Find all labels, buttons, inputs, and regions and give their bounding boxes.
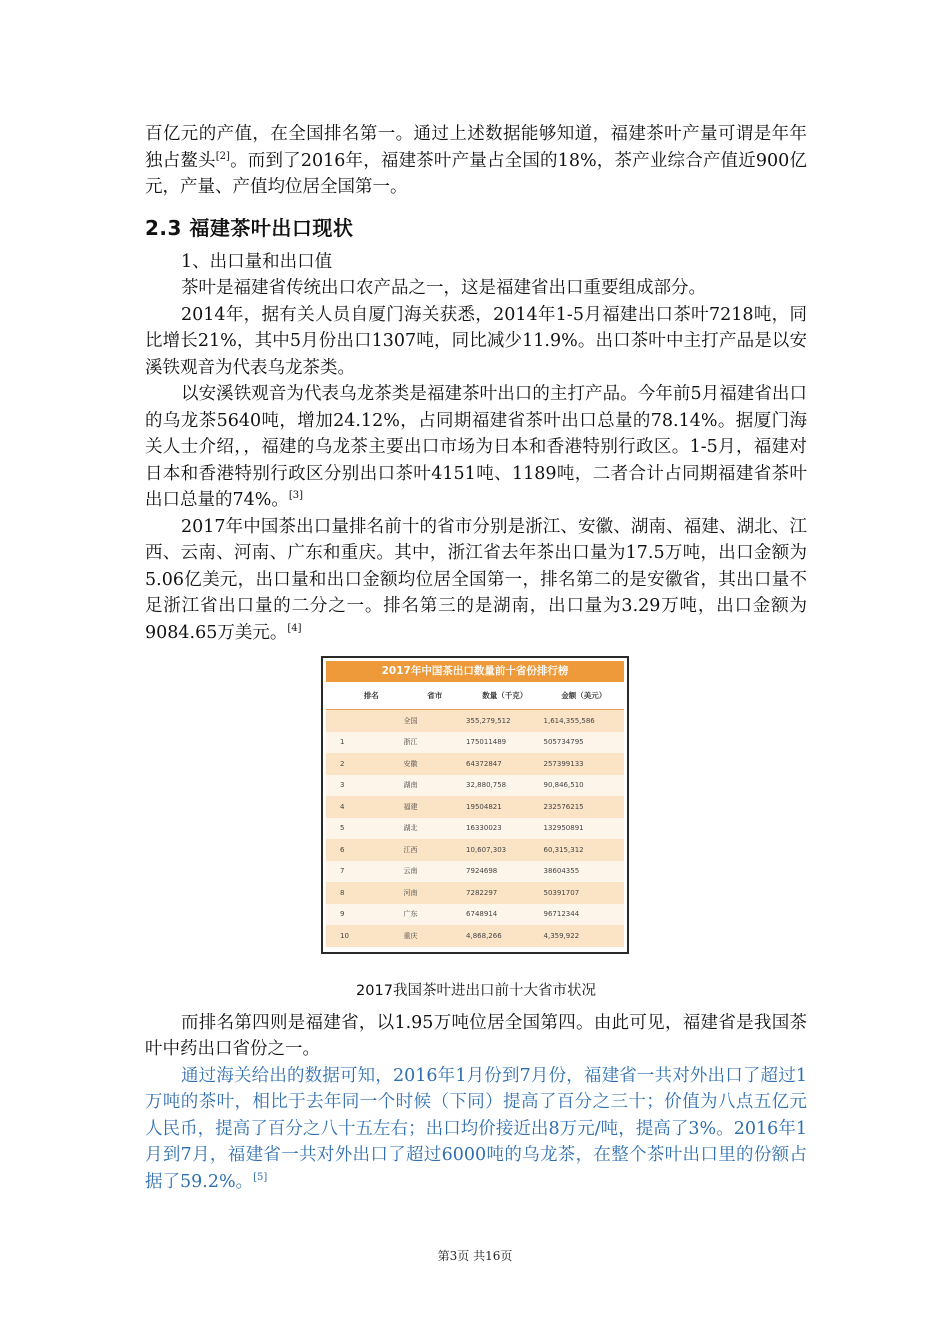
paragraph-2: 2014年，据有关人员自厦门海关获悉，2014年1-5月福建出口茶叶7218吨，同比增长21%，其中5月份出口1307吨，同比减少11.9%。出口茶叶中主打产品是以安溪铁观音为代表乌龙茶类。 <box>145 304 807 378</box>
table-cell: 3 <box>326 775 403 797</box>
table-cell: 江西 <box>403 839 466 861</box>
table-cell: 90,846,510 <box>544 775 624 797</box>
table-body <box>326 710 624 947</box>
citation-4[interactable]: [4] <box>287 622 302 634</box>
table-cell: 9 <box>326 904 403 926</box>
table-cell: 38604355 <box>544 861 624 883</box>
table-cell: 16330023 <box>466 818 543 840</box>
table-cell: 7924698 <box>466 861 543 883</box>
table-row <box>326 753 624 775</box>
table-cell: 湖南 <box>403 775 466 797</box>
table-cell: 重庆 <box>403 925 466 947</box>
table-cell: 257399133 <box>544 753 624 775</box>
paragraph-3: 以安溪铁观音为代表乌龙茶类是福建茶叶出口的主打产品。今年前5月福建省出口的乌龙茶5640吨，增加24.12%，占同期福建省茶叶出口总量的78.14%。据厦门海关人士介绍，，福建的乌龙茶主要出口市场为日本和香港特别行政区。1-5月，福建对日本和香港特别行政区分别出口茶叶4151吨、1189吨，二者合计占同期福建省茶叶出口总量的74%。[3] <box>145 384 807 510</box>
table-row <box>326 861 624 883</box>
document-page <box>145 121 807 1195</box>
table-cell: 7 <box>326 861 403 883</box>
paragraph-6: 通过海关给出的数据可知，2016年1月份到7月份，福建省一共对外出口了超过1万吨的茶叶，相比于去年同一个时候（下同）提高了百分之三十；价值为八点五亿元人民币，提高了百分之八十五左右；出口均价接近出8万元/吨，提高了3%。2016年1月到7月，福建省一共对外出口了超过6000吨的乌龙茶，在整个茶叶出口里的份额占据了59.2%。[5] <box>145 1065 807 1192</box>
table-cell: 1,614,355,586 <box>544 710 624 732</box>
table-cell: 福建 <box>403 796 466 818</box>
table-cell: 5 <box>326 818 403 840</box>
table-cell: 4,868,266 <box>466 925 543 947</box>
table-cell: 505734795 <box>544 732 624 754</box>
table-row <box>326 775 624 797</box>
paragraph-5: 而排名第四则是福建省，以1.95万吨位居全国第四。由此可见，福建省是我国茶叶中药出口省份之一。 <box>145 1012 807 1059</box>
table-cell: 1 <box>326 732 403 754</box>
section-heading: 2.3 福建茶叶出口现状 <box>145 215 354 240</box>
table-cell: 浙江 <box>403 732 466 754</box>
table-cell: 64372847 <box>466 753 543 775</box>
table-cell: 7282297 <box>466 882 543 904</box>
ranking-table <box>326 682 624 947</box>
table-cell: 8 <box>326 882 403 904</box>
table-cell: 175011489 <box>466 732 543 754</box>
table-cell: 6748914 <box>466 904 543 926</box>
table-row <box>326 904 624 926</box>
header-quantity: 数量（千克） <box>466 682 543 710</box>
table-cell: 广东 <box>403 904 466 926</box>
ranking-table-image <box>321 656 629 954</box>
table-row <box>326 710 624 732</box>
table-row <box>326 925 624 947</box>
table-cell: 60,315,312 <box>544 839 624 861</box>
table-row <box>326 839 624 861</box>
table-cell: 232576215 <box>544 796 624 818</box>
table-header-row <box>326 682 624 710</box>
table-row <box>326 796 624 818</box>
table-cell: 96712344 <box>544 904 624 926</box>
table-cell: 10,607,303 <box>466 839 543 861</box>
intro-paragraph: 百亿元的产值，在全国排名第一。通过上述数据能够知道，福建茶叶产量可谓是年年独占鳌头[2]。而到了2016年，福建茶叶产量占全国的18%，茶产业综合产值近900亿元，产量、产值均位居全国第一。 <box>145 124 807 197</box>
table-cell: 32,880,758 <box>466 775 543 797</box>
table-cell: 6 <box>326 839 403 861</box>
table-cell: 安徽 <box>403 753 466 775</box>
table-cell: 19504821 <box>466 796 543 818</box>
table-cell: 132950891 <box>544 818 624 840</box>
header-amount: 金额（美元） <box>544 682 624 710</box>
table-cell: 355,279,512 <box>466 710 543 732</box>
table-cell: 2 <box>326 753 403 775</box>
paragraph-4: 2017年中国茶出口量排名前十的省市分别是浙江、安徽、湖南、福建、湖北、江西、云南、河南、广东和重庆。其中，浙江省去年茶出口量为17.5万吨，出口金额为5.06亿美元，出口量和出口金额均位居全国第一，排名第二的是安徽省，其出口量不足浙江省出口量的二分之一。排名第三的是湖南，出口量为3.29万吨，出口金额为9084.65万美元。[4] <box>145 516 807 643</box>
table-cell: 全国 <box>403 710 466 732</box>
paragraph-1: 茶叶是福建省传统出口农产品之一，这是福建省出口重要组成部分。 <box>181 278 706 298</box>
header-province: 省市 <box>403 682 466 710</box>
table-cell: 河南 <box>403 882 466 904</box>
page-footer: 第3页 共16页 <box>437 1249 513 1263</box>
table-cell: 50391707 <box>544 882 624 904</box>
table-caption: 2017我国茶叶进出口前十大省市状况 <box>356 983 596 999</box>
subheading-export: 1、出口量和出口值 <box>181 251 333 272</box>
header-rank: 排名 <box>326 682 403 710</box>
table-row <box>326 818 624 840</box>
citation-3[interactable]: [3] <box>288 490 304 502</box>
table-row <box>326 732 624 754</box>
table-cell: 4,359,922 <box>544 925 624 947</box>
citation-2[interactable]: [2] <box>215 150 230 162</box>
table-cell: 10 <box>326 925 403 947</box>
citation-5[interactable]: [5] <box>253 1171 268 1183</box>
table-cell: 云南 <box>403 861 466 883</box>
table-cell: 4 <box>326 796 403 818</box>
table-row <box>326 882 624 904</box>
table-cell: 湖北 <box>403 818 466 840</box>
table-title: 2017年中国茶出口数量前十省份排行榜 <box>326 661 624 682</box>
table-cell <box>326 710 403 732</box>
